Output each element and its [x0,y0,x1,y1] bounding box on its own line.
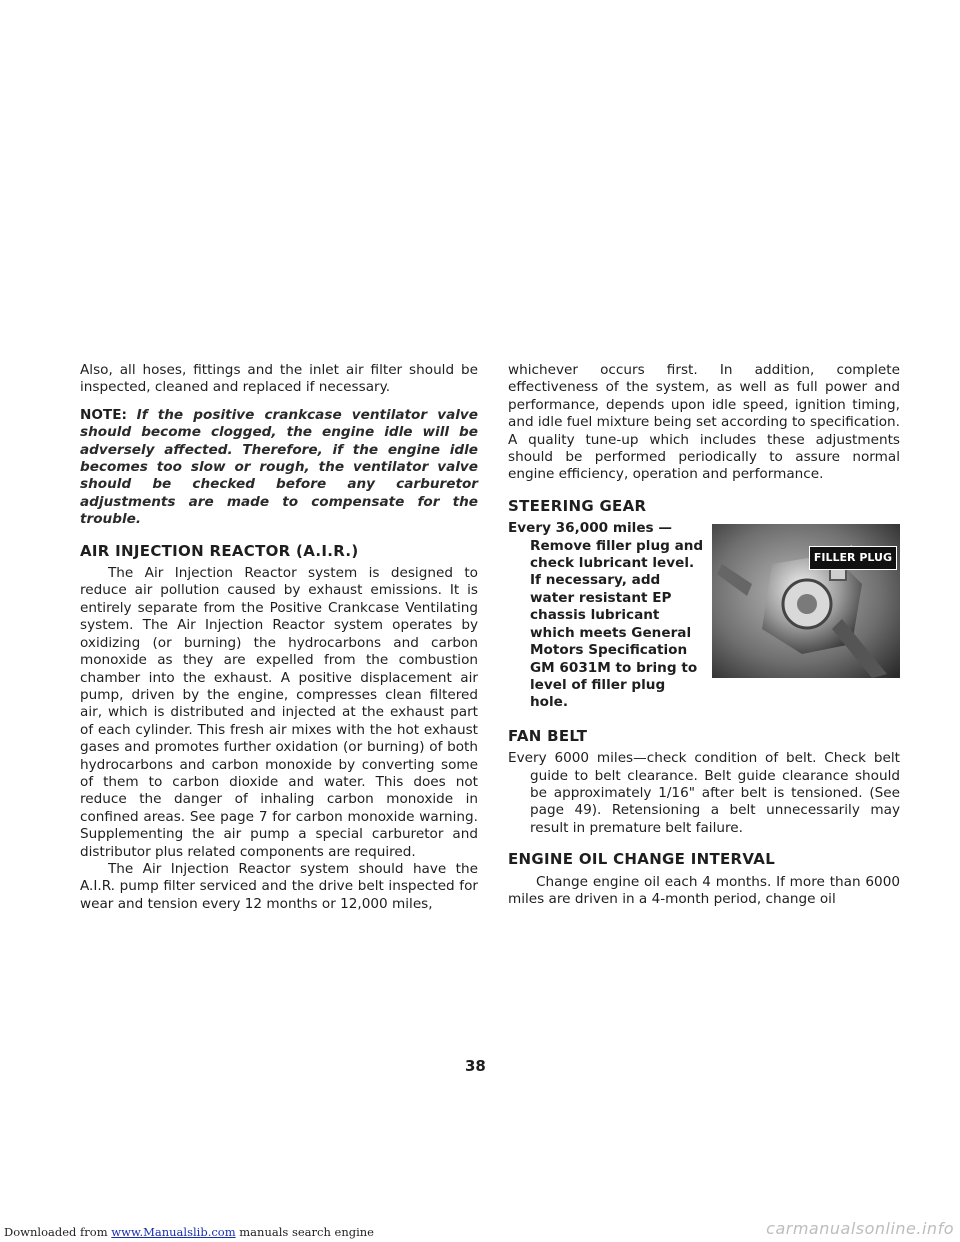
filler-plug-label: FILLER PLUG [809,546,897,569]
manualslib-link[interactable]: www.Manualslib.com [111,1225,236,1239]
fan-belt-heading: FAN BELT [508,726,588,745]
steering-gear-paragraph: Every 36,000 miles — Remove filler plug and check lubricant level. If necessary, add water resistant EP chassis lubricant which meets General Motors Specification GM 6031M to bring to level of filler plug hole. [508,520,704,711]
air-injection-heading: AIR INJECTION REACTOR (A.I.R.) [80,541,359,560]
air-injection-paragraph-2: The Air Injection Reactor system should have the A.I.R. pump filter serviced and the drive belt inspected for wear and tension every 12 months or 12,000 miles, [80,860,478,912]
page-number: 38 [465,1057,486,1075]
note-paragraph [80,407,478,529]
note-label: NOTE: [80,406,127,423]
steering-gear-heading: STEERING GEAR [508,496,647,515]
air-injection-paragraph-1: The Air Injection Reactor system is designed to reduce air pollution caused by exhaust emissions. It is entirely separate from the Positive Crankcase Ventilating system. The Air Injection Reactor system operates by oxidizing (or burning) the hydrocarbons and carbon monoxide as they are expelled from the combustion chamber into the exhaust. A positive displacement air pump, driven by the engine, compresses clean filtered air, which is distributed and injected at the exhaust part of each cylinder. This fresh air mixes with the hot exhaust gases and promotes further oxidation (or burning) of both hydrocarbons and carbon monoxide by converting some of them to carbon dioxide and water. This does not reduce the danger of inhaling carbon monoxide in confined areas. See page 7 for carbon monoxide warning. Supplementing the air pump a special carburetor and distributor plus related components are required. [80,565,478,860]
footer-prefix: Downloaded from [4,1225,112,1239]
engine-oil-paragraph: Change engine oil each 4 months. If more than 6000 miles are driven in a 4-month period, change oil [508,873,900,907]
right-column [508,362,900,908]
intro-paragraph: Also, all hoses, fittings and the inlet air filter should be inspected, cleaned and replaced if necessary. [80,362,478,396]
steering-gear-section [508,520,900,711]
note-text: If the positive crankcase ventilator valve should become clogged, the engine idle will be adversely affected. Therefore, if the engine idle becomes too slow or rough, the ventilator valve should be checked before any carburetor adjustments are made to compensate for the trouble. [80,406,478,528]
engine-oil-heading: ENGINE OIL CHANGE INTERVAL [508,850,776,869]
fan-belt-paragraph: Every 6000 miles—check condition of belt. Check belt guide to belt clearance. Belt guide clearance should be approximately 1/16" after belt is tensioned. (See page 49). Retensioning a belt unnecessarily may result in premature belt failure. [508,750,900,836]
steering-gear-text-block [508,520,704,711]
download-footer [4,1225,374,1239]
continuation-paragraph: whichever occurs first. In addition, complete effectiveness of the system, as well as full power and performance, depends upon idle speed, ignition timing, and idle fuel mixture being set according to specification. A quality tune-up which includes these adjustments should be performed periodically to assure normal engine efficiency, operation and performance. [508,362,900,483]
footer-suffix: manuals search engine [235,1225,374,1239]
filler-plug-photo [712,524,900,678]
left-column [80,362,478,913]
watermark: carmanualsonline.info [766,1219,954,1238]
